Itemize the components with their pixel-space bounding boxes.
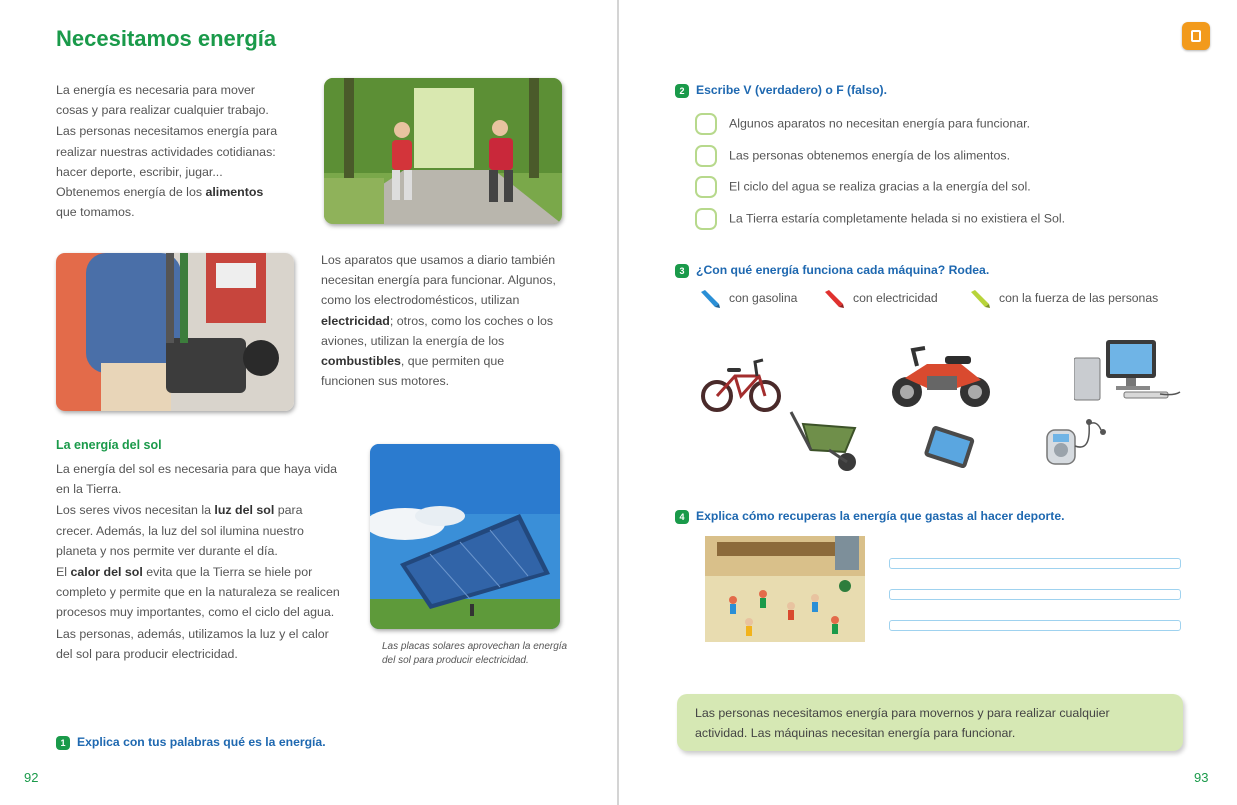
question-1 (56, 735, 326, 750)
answer-line[interactable] (889, 558, 1181, 569)
wheelbarrow-icon[interactable] (789, 406, 861, 474)
question-number-badge: 1 (56, 736, 70, 750)
page-number-left: 92 (24, 770, 39, 785)
keyword-combustibles: combustibles (321, 354, 401, 369)
tablet-icon[interactable] (923, 425, 975, 471)
sun-paragraph-1: La energía del sol es necesaria para que haya vida en la Tierra. (56, 462, 338, 497)
keyword-electricidad: electricidad (321, 313, 390, 328)
answer-line[interactable] (889, 589, 1181, 600)
intro-text (56, 80, 284, 223)
computer-icon[interactable] (1074, 338, 1182, 404)
green-crayon-icon (969, 290, 991, 308)
answer-box[interactable] (695, 113, 717, 135)
sun-paragraph-4: Las personas, además, utilizamos la luz y el calor del sol para producir electricidad. (56, 626, 329, 661)
intro-paragraph-2: Las personas necesitamos energía para realizar nuestras actividades cotidianas: hacer deporte, escribir, jugar... Obtenemos energía de los alimentos que tomamos. (56, 124, 278, 220)
question-3: 3 ¿Con qué energía funciona cada máquina? Rodea. (675, 263, 989, 278)
red-crayon-icon (823, 290, 845, 308)
mp3-player-icon[interactable] (1041, 416, 1111, 472)
bicycle-icon[interactable] (701, 348, 781, 414)
gym-illustration (705, 536, 865, 642)
sun-paragraph-3: El calor del sol evita que la Tierra se hiele por completo y permite que en la naturaleza se realicen procesos muy importantes, como el ciclo del agua. (56, 565, 340, 620)
summary-box: Las personas necesitamos energía para movernos y para realizar cualquier actividad. Las máquinas necesitan energía para funcionar. (677, 694, 1183, 751)
solar-panels-photo (370, 444, 560, 629)
answer-box[interactable] (695, 145, 717, 167)
legend-gasoline: con gasolina (699, 290, 797, 308)
right-page (619, 0, 1237, 805)
gas-pump-photo (56, 253, 294, 411)
legend-human-power: con la fuerza de las personas (969, 290, 1158, 308)
skaters-photo (324, 78, 562, 224)
sun-text (56, 459, 341, 665)
statement-row: Algunos aparatos no necesitan energía para funcionar. (695, 113, 1030, 135)
page-title: Necesitamos energía (56, 26, 277, 51)
page-number-right: 93 (1194, 770, 1209, 785)
statement-row: Las personas obtenemos energía de los alimentos. (695, 145, 1010, 167)
statement-row: El ciclo del agua se realiza gracias a la energía del sol. (695, 176, 1031, 198)
chapter-tab-icon (1182, 22, 1210, 50)
section-subtitle: La energía del sol (56, 438, 162, 452)
statement-row: La Tierra estaría completamente helada si no existiera el Sol. (695, 208, 1065, 230)
question-4: 4 Explica cómo recuperas la energía que gastas al hacer deporte. (675, 509, 1065, 524)
photo-caption: Las placas solares aprovechan la energía del sol para producir electricidad. (382, 641, 568, 666)
intro-paragraph-1: La energía es necesaria para mover cosas y para realizar cualquier trabajo. (56, 83, 269, 118)
question-text: Explica con tus palabras qué es la energía. (77, 735, 326, 749)
answer-line[interactable] (889, 620, 1181, 631)
sun-paragraph-2: Los seres vivos necesitan la luz del sol para crecer. Además, la luz del sol ilumina nuestro planeta y nos permite ver durante el día. (56, 503, 304, 558)
legend-electricity: con electricidad (823, 290, 938, 308)
keyword-alimentos: alimentos (205, 185, 264, 200)
question-2: 2 Escribe V (verdadero) o F (falso). (675, 83, 887, 98)
blue-crayon-icon (699, 290, 721, 308)
motorcycle-icon[interactable] (887, 342, 995, 410)
left-page (0, 0, 617, 805)
devices-text: Los aparatos que usamos a diario también necesitan energía para funcionar. Algunos, como los electrodomésticos, utilizan electricidad; otros, como los coches o los aviones, utilizan la energía de los combustibles, que permiten que funcionen sus motores. (321, 253, 556, 389)
answer-box[interactable] (695, 176, 717, 198)
answer-box[interactable] (695, 208, 717, 230)
